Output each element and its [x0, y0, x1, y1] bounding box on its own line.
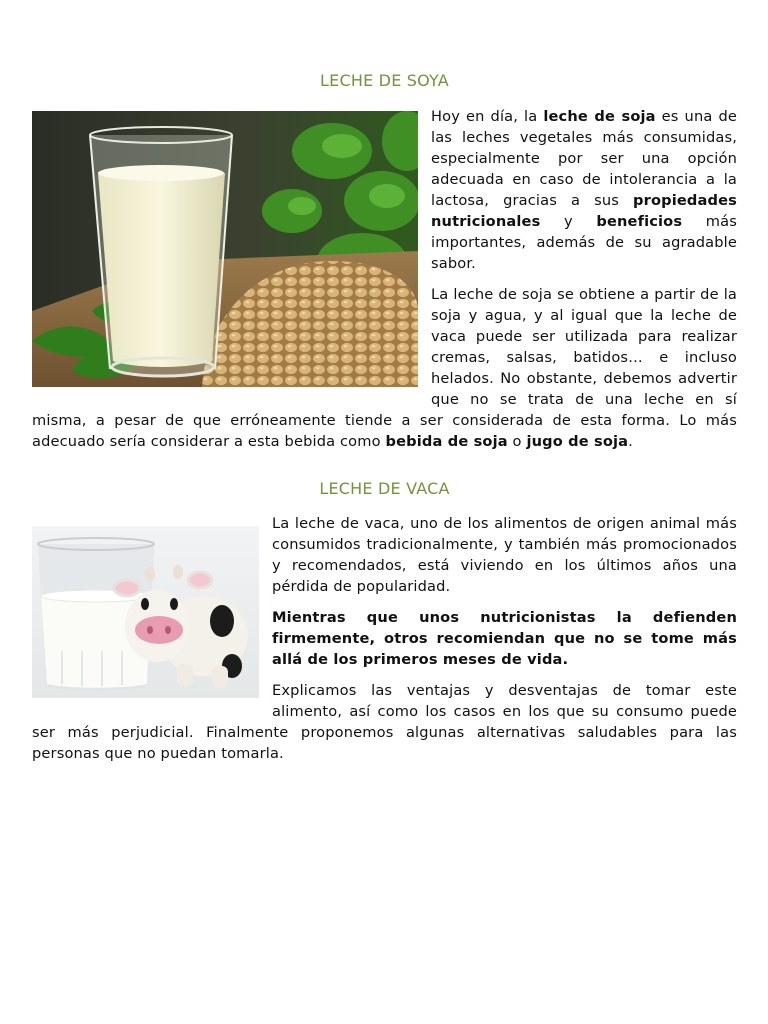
- cow-paragraph-1: La leche de vaca, uno de los alimentos de origen animal más consumidos tradicionalmente, y también más promocionados y recomendados, está viviendo en los últimos años una pérdida de popularidad.: [272, 515, 737, 595]
- soy-paragraph-2: La leche de soja se obtiene a partir de la soja y agua, y al igual que la leche de vaca puede ser utilizada para realizar cremas, salsas, batidos… e incluso helados. No obstante, debemos advertir que no se trata de una leche en sí misma, a pesar de que erróneamente tiende a ser considerada de esta forma. Lo más adecuado sería considerar a esta bebida como bebida de soja o jugo de soja.: [32, 286, 737, 450]
- soy-section: [32, 106, 737, 462]
- cow-paragraph-3: Explicamos las ventajas y desventajas de tomar este alimento, así como los casos en los que su consumo puede ser más perjudicial. Finalmente proponemos algunas alternativas saludables para las personas que no puedan tomarla.: [32, 682, 737, 762]
- bold-propiedades: propiedades nutricionales: [431, 192, 737, 230]
- cow-section: [32, 513, 737, 774]
- bold-beneficios: beneficios: [596, 213, 683, 230]
- bold-jugo-de-soja: jugo de soja: [526, 433, 629, 450]
- soy-section-title: LECHE DE SOYA: [320, 71, 449, 90]
- cow-paragraph-2: Mientras que unos nutricionistas la defienden firmemente, otros recomiendan que no se tome más allá de los primeros meses de vida.: [272, 609, 737, 668]
- cow-milk-photo: [32, 526, 259, 698]
- soy-paragraph-1: Hoy en día, la leche de soja es una de las leches vegetales más consumidas, especialmente por ser una opción adecuada en caso de intolerancia a la lactosa, gracias a sus propiedades nutricionales y beneficios más importantes, además de su agradable sabor.: [431, 108, 737, 272]
- bold-leche-de-soja: leche de soja: [543, 108, 656, 125]
- soy-milk-photo: [32, 111, 418, 387]
- bold-bebida-de-soja: bebida de soja: [385, 433, 508, 450]
- cow-section-title: LECHE DE VACA: [319, 479, 450, 498]
